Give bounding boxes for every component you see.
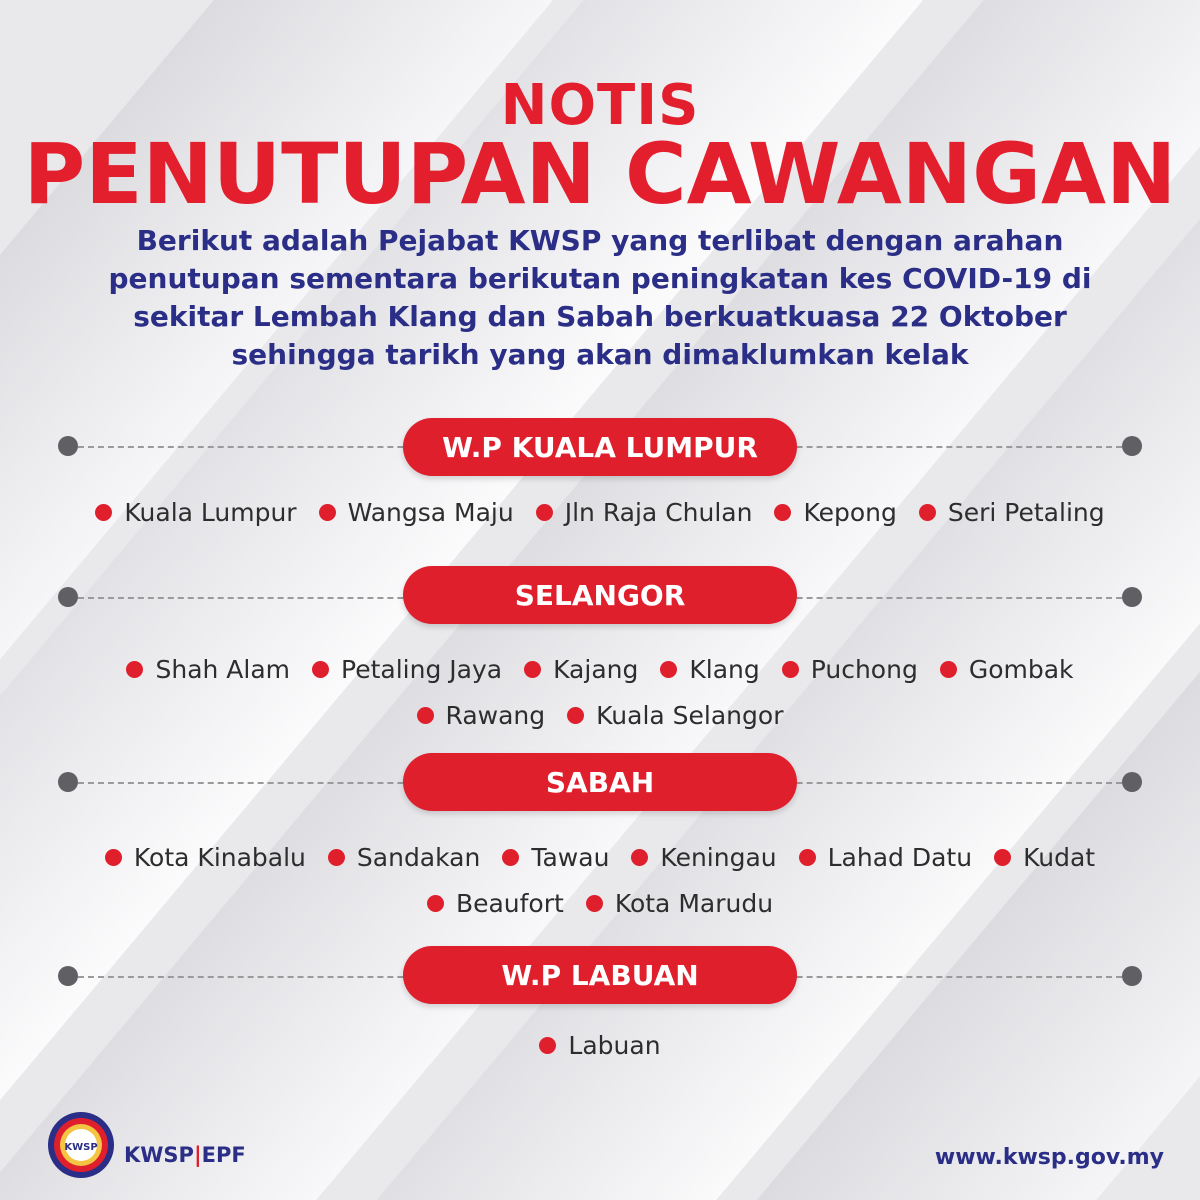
branch-name: Seri Petaling xyxy=(947,498,1105,527)
branch-name: Kuala Lumpur xyxy=(124,498,297,527)
section-header-selangor: SELANGOR xyxy=(403,566,797,624)
branch-item xyxy=(539,1031,660,1060)
bullet-icon xyxy=(994,849,1011,866)
bullet-icon xyxy=(105,849,122,866)
branch-item xyxy=(328,843,480,872)
brand-separator: | xyxy=(193,1143,202,1167)
divider-dot-right xyxy=(1122,772,1142,792)
bullet-icon xyxy=(586,895,603,912)
branch-item xyxy=(919,498,1105,527)
divider-dot-right xyxy=(1122,436,1142,456)
divider-dot-left xyxy=(58,772,78,792)
bullet-icon xyxy=(782,661,799,678)
branch-name: Labuan xyxy=(568,1031,661,1060)
divider-dot-left xyxy=(58,587,78,607)
branch-row xyxy=(0,498,1200,527)
branch-item xyxy=(631,843,776,872)
divider-dot-right xyxy=(1122,966,1142,986)
bullet-icon xyxy=(319,504,336,521)
branch-row xyxy=(0,655,1200,684)
branch-name: Kepong xyxy=(803,498,897,527)
bullet-icon xyxy=(312,661,329,678)
branch-name: Shah Alam xyxy=(155,655,291,684)
intro-text: Berikut adalah Pejabat KWSP yang terlibat dengan arahan penutupan sementara berikutan peningkatan kes COVID-19 di sekitar Lembah Klang dan Sabah berkuatkuasa 22 Oktober sehingga tarikh yang akan dimaklumkan kelak xyxy=(108,224,1092,371)
branch-name: Jln Raja Chulan xyxy=(564,498,753,527)
divider-dot-left xyxy=(58,436,78,456)
branch-name: Beaufort xyxy=(455,889,564,918)
divider-dot-left xyxy=(58,966,78,986)
bullet-icon xyxy=(328,849,345,866)
bullet-icon xyxy=(427,895,444,912)
branch-name: Gombak xyxy=(968,655,1074,684)
branch-item xyxy=(567,701,783,730)
website-link[interactable]: www.kwsp.gov.my xyxy=(934,1145,1164,1170)
branch-name: Kota Kinabalu xyxy=(133,843,306,872)
branch-name: Kajang xyxy=(553,655,639,684)
brand-kwsp: KWSP xyxy=(124,1143,194,1167)
logo-text: KWSP xyxy=(64,1142,98,1153)
branch-name: Kuala Selangor xyxy=(596,701,784,730)
branch-item xyxy=(312,655,502,684)
branch-item xyxy=(95,498,296,527)
bullet-icon xyxy=(126,661,143,678)
section-header-labuan: W.P LABUAN xyxy=(403,946,797,1004)
section-header-sabah: SABAH xyxy=(403,753,797,811)
branch-name: Kudat xyxy=(1023,843,1096,872)
branch-item xyxy=(782,655,918,684)
bullet-icon xyxy=(539,1037,556,1054)
branch-item xyxy=(417,701,546,730)
page-title: PENUTUPAN CAWANGAN xyxy=(23,125,1177,223)
branch-name: Kota Marudu xyxy=(614,889,774,918)
branch-name: Lahad Datu xyxy=(827,843,973,872)
bullet-icon xyxy=(799,849,816,866)
branch-row xyxy=(0,889,1200,918)
branch-row xyxy=(0,843,1200,872)
bullet-icon xyxy=(567,707,584,724)
section-header-kuala-lumpur: W.P KUALA LUMPUR xyxy=(403,418,797,476)
bullet-icon xyxy=(524,661,541,678)
branch-item xyxy=(126,655,290,684)
divider-dot-right xyxy=(1122,587,1142,607)
branch-name: Wangsa Maju xyxy=(347,498,514,527)
bullet-icon xyxy=(417,707,434,724)
branch-item xyxy=(774,498,896,527)
branch-item xyxy=(586,889,773,918)
branch-item xyxy=(660,655,759,684)
branch-item xyxy=(427,889,564,918)
branch-item xyxy=(536,498,753,527)
branch-name: Keningau xyxy=(660,843,777,872)
notice-label: NOTIS xyxy=(500,73,700,138)
bullet-icon xyxy=(95,504,112,521)
bullet-icon xyxy=(502,849,519,866)
branch-name: Sandakan xyxy=(356,843,481,872)
branch-item xyxy=(319,498,514,527)
branch-item xyxy=(994,843,1095,872)
bullet-icon xyxy=(660,661,677,678)
brand-name xyxy=(124,1143,246,1167)
kwsp-logo-icon xyxy=(46,1110,116,1180)
bullet-icon xyxy=(774,504,791,521)
branch-item xyxy=(105,843,306,872)
branch-item xyxy=(502,843,609,872)
branch-name: Petaling Jaya xyxy=(341,655,503,684)
branch-item xyxy=(799,843,972,872)
bullet-icon xyxy=(536,504,553,521)
branch-name: Puchong xyxy=(810,655,918,684)
bullet-icon xyxy=(919,504,936,521)
branch-name: Rawang xyxy=(445,701,546,730)
bullet-icon xyxy=(631,849,648,866)
branch-item xyxy=(524,655,638,684)
branch-name: Klang xyxy=(689,655,760,684)
branch-row xyxy=(0,701,1200,730)
branch-item xyxy=(940,655,1074,684)
branch-name: Tawau xyxy=(531,843,610,872)
brand-epf: EPF xyxy=(201,1143,246,1167)
branch-row xyxy=(0,1031,1200,1060)
bullet-icon xyxy=(940,661,957,678)
